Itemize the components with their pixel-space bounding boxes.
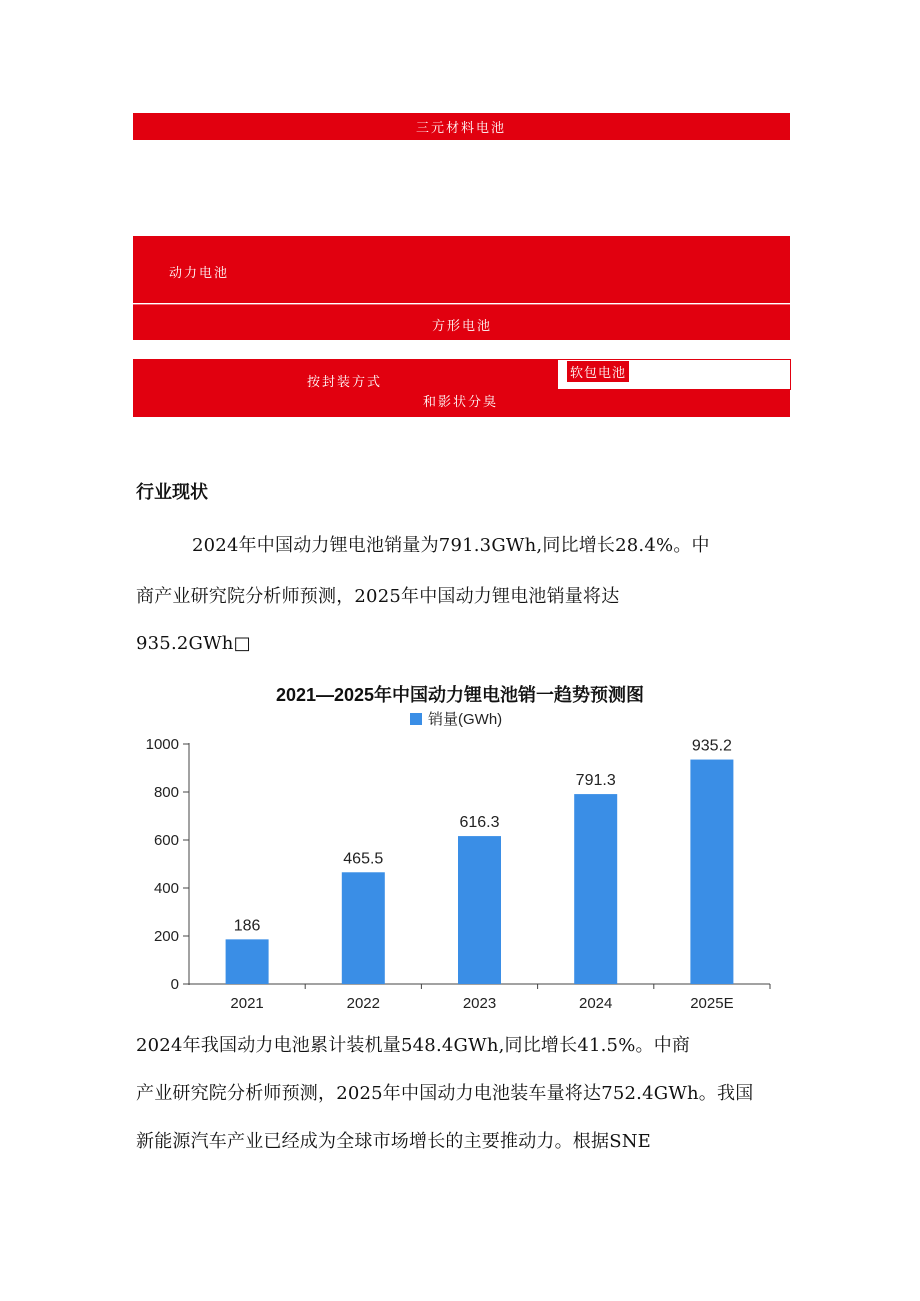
x-tick-label: 2022: [346, 995, 380, 1012]
prismatic-battery-label: 方形电池: [432, 319, 493, 334]
soft-pack-label: 软包电池: [567, 361, 629, 382]
y-tick-label: 1000: [145, 736, 179, 753]
section-heading: 行业现状: [136, 482, 208, 503]
bar-2021: [226, 939, 269, 984]
power-battery-block: [133, 236, 790, 303]
para1-line1: 2024年中国动力锂电池销量为791.3GWh,同比增长28.4%。中: [192, 535, 710, 556]
y-tick-label: 200: [153, 928, 179, 945]
prismatic-battery-bar: [133, 304, 790, 340]
bar-value-label: 935.2: [691, 737, 732, 755]
bar-2024: [574, 794, 617, 984]
bar-2022: [342, 872, 385, 984]
bar-chart: [0, 705, 920, 1035]
bar-value-label: 616.3: [459, 814, 500, 832]
y-tick-label: 0: [170, 976, 179, 993]
para2-line2: 产业研究院分析师预测，2025年中国动力电池装车量将达752.4GWh。我国: [136, 1083, 754, 1104]
legend-label: 销量(GWh): [428, 711, 503, 728]
para1-line2: 商产业研究院分析师预测，2025年中国动力锂电池销量将达: [136, 586, 620, 607]
x-tick-label: 2025E: [690, 995, 734, 1012]
bar-2025E: [690, 760, 733, 984]
by-package-label: 按封装方式: [307, 375, 383, 390]
para1-line3: 935.2GWh□: [136, 633, 251, 654]
ternary-battery-label: 三元材料电池: [416, 121, 507, 136]
bar-value-label: 791.3: [575, 772, 616, 790]
bar-value-label: 465.5: [343, 850, 384, 868]
x-tick-label: 2024: [579, 995, 613, 1012]
y-tick-label: 800: [153, 784, 179, 801]
bar-value-label: 186: [233, 917, 261, 935]
y-tick-label: 600: [153, 832, 179, 849]
x-tick-label: 2021: [230, 995, 264, 1012]
by-shape-label: 和影状分臭: [423, 395, 499, 410]
chart-title: 2021—2025年中国动力锂电池销一趋势预测图: [275, 685, 645, 705]
bar-2023: [458, 836, 501, 984]
power-battery-label: 动力电池: [169, 266, 230, 281]
para2-line3: 新能源汽车产业已经成为全球市场增长的主要推动力。根据SNE: [136, 1131, 652, 1152]
ternary-battery-bar: [133, 113, 790, 140]
legend-swatch: [410, 713, 422, 725]
para2-line1: 2024年我国动力电池累计装机量548.4GWh,同比增长41.5%。中商: [136, 1035, 691, 1056]
y-tick-label: 400: [153, 880, 179, 897]
x-tick-label: 2023: [462, 995, 497, 1012]
